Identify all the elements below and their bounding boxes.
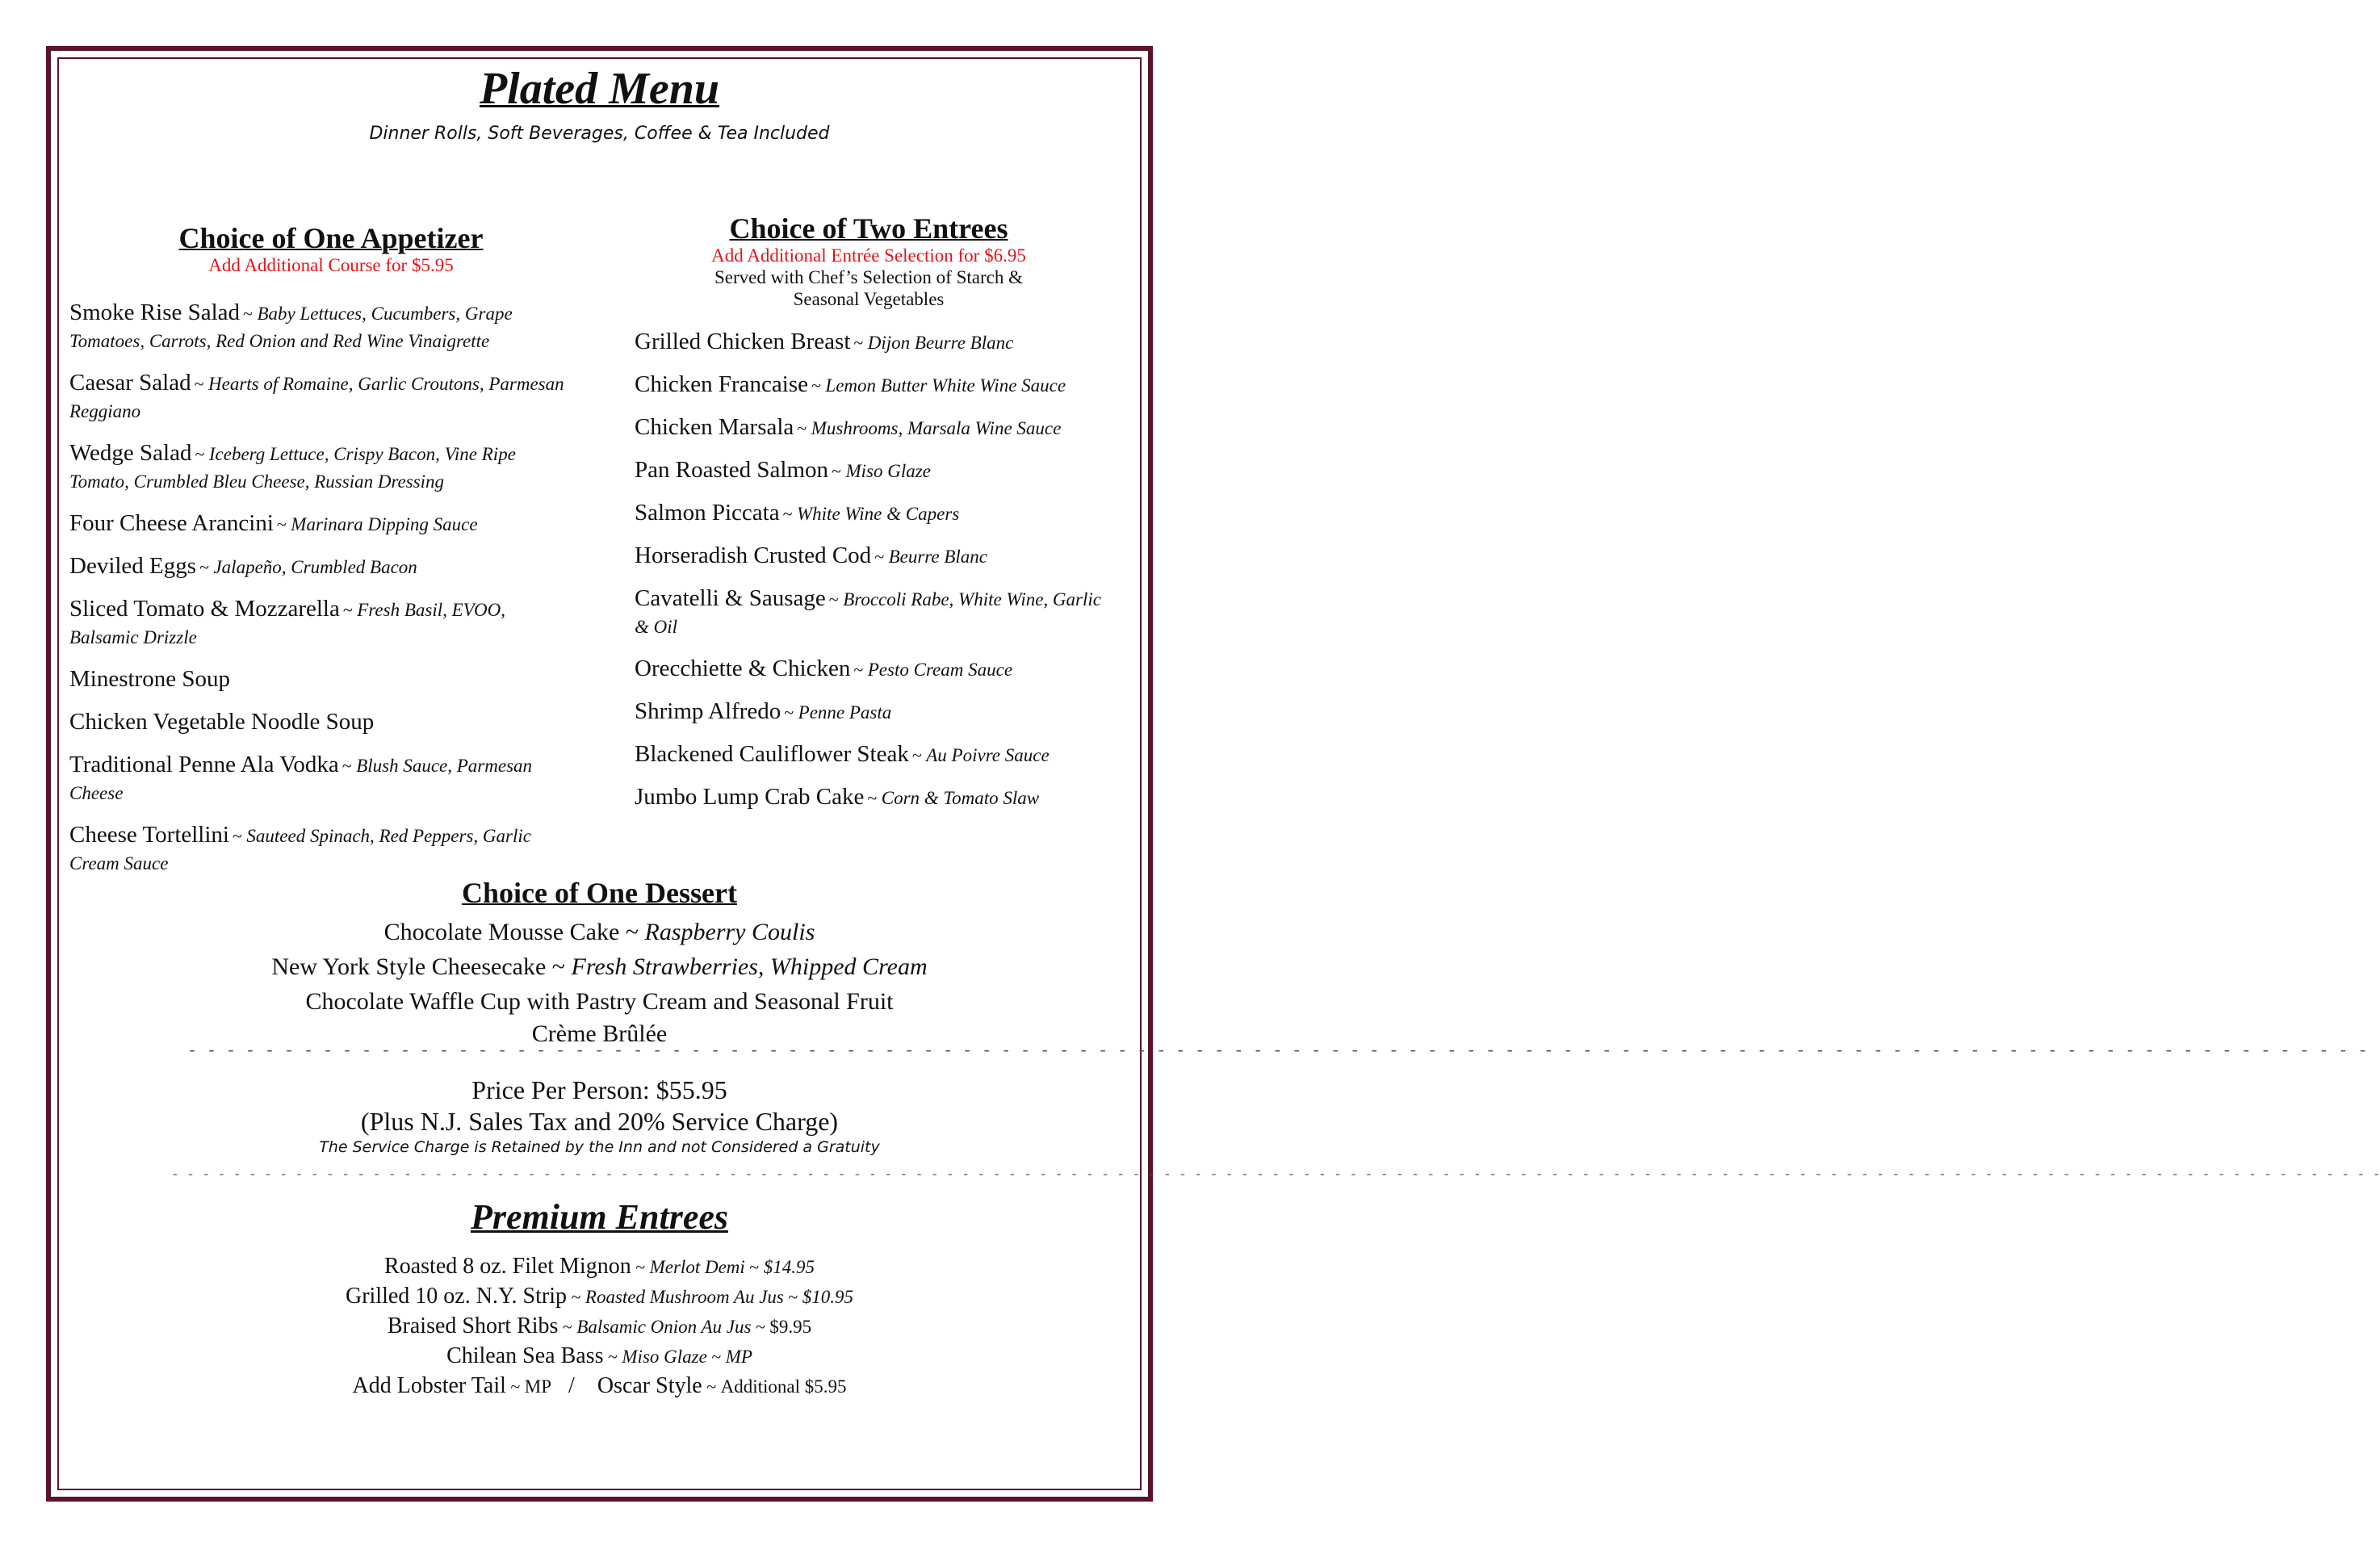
premium-desc: Merlot Demi	[649, 1257, 745, 1277]
premium-desc: Miso Glaze	[622, 1347, 707, 1367]
service-charge-note: The Service Charge is Retained by the Inn and not Considered a Gratuity	[319, 1138, 880, 1156]
list-item: Shrimp Alfredo ~ Penne Pasta	[635, 698, 892, 724]
appetizer-name: Sliced Tomato & Mozzarella	[69, 596, 340, 622]
appetizer-name: Deviled Eggs	[69, 553, 197, 579]
appetizer-name: Traditional Penne Ala Vodka	[69, 752, 339, 777]
appetizer-name: Caesar Salad	[69, 370, 191, 396]
dessert-section	[57, 876, 1142, 1049]
separator: /	[568, 1373, 575, 1398]
entree-name: Shrimp Alfredo	[635, 698, 781, 724]
appetizer-name: Cheese Tortellini	[69, 822, 229, 848]
list-item: Sliced Tomato & Mozzarella ~ Fresh Basil, EVOO, Balsamic Drizzle	[69, 596, 505, 647]
entree-desc: Miso Glaze	[845, 461, 931, 481]
dashed-divider: - - - - - - - - - - - - - - - - - - - - - - - - - - - - - - - - - - - - - - - - - - - - - - - - - - - - - - - - - - - - - - - - - - - - - - - - - - - - - - - - - - - - - - - - - - - - - - - - - - - - - - - - - - - - - - - - - - - - - - - - - - - - - - - - - - - - - - - - - - - - - - -	[171, 1167, 2380, 1182]
premium-desc: Roasted Mushroom Au Jus	[585, 1287, 784, 1307]
entree-desc: Mushrooms, Marsala Wine Sauce	[811, 418, 1062, 438]
dessert-name: Chocolate Mousse Cake	[383, 919, 620, 945]
list-item: Wedge Salad ~ Iceberg Lettuce, Crispy Bacon, Vine Ripe Tomato, Crumbled Bleu Cheese, Russian Dressing	[69, 440, 516, 492]
list-item: Deviled Eggs ~ Jalapeño, Crumbled Bacon	[69, 553, 417, 579]
list-item: New York Style Cheesecake ~ Fresh Strawberries, Whipped Cream	[271, 953, 928, 980]
appetizer-desc: Baby Lettuces, Cucumbers, Grape Tomatoes, Carrots, Red Onion and Red Wine Vinaigrette	[69, 304, 513, 351]
entree-desc: White Wine & Capers	[797, 504, 960, 524]
list-item: Caesar Salad ~ Hearts of Romaine, Garlic Croutons, Parmesan Reggiano	[69, 370, 564, 421]
entree-name: Salmon Piccata	[635, 500, 780, 526]
entree-served-note: Served with Chef’s Selection of Starch & Seasonal Vegetables	[714, 267, 1023, 309]
dessert-name: New York Style Cheesecake	[271, 953, 547, 980]
premium-name: Grilled 10 oz. N.Y. Strip	[345, 1284, 567, 1309]
page-subtitle: Dinner Rolls, Soft Beverages, Coffee & Tea Included	[369, 124, 830, 144]
entree-desc: Au Poivre Sauce	[926, 745, 1050, 765]
list-item: Blackened Cauliflower Steak ~ Au Poivre Sauce	[635, 741, 1050, 767]
premium-section	[57, 1196, 1142, 1401]
premium-name: Chilean Sea Bass	[446, 1343, 604, 1368]
entree-note: Add Additional Entrée Selection for $6.95	[711, 245, 1026, 266]
entree-name: Cavatelli & Sausage	[635, 585, 826, 611]
oscar-name: Oscar Style	[597, 1373, 702, 1398]
list-item: Pan Roasted Salmon ~ Miso Glaze	[635, 457, 931, 483]
list-item: Cheese Tortellini ~ Sauteed Spinach, Red Peppers, Garlic Cream Sauce	[69, 822, 531, 873]
oscar-price: Additional $5.95	[720, 1376, 847, 1397]
list-item: Chicken Marsala ~ Mushrooms, Marsala Wine Sauce	[635, 414, 1062, 440]
entree-name: Chicken Marsala	[635, 414, 794, 440]
premium-price: $14.95	[763, 1257, 815, 1277]
appetizer-heading: Choice of One Appetizer	[178, 222, 484, 254]
entree-desc: Beurre Blanc	[888, 547, 988, 567]
entree-name: Chicken Francaise	[635, 371, 809, 397]
list-item: Chocolate Mousse Cake ~ Raspberry Coulis	[383, 919, 815, 945]
premium-price: MP	[725, 1347, 752, 1367]
entree-desc: Dijon Beurre Blanc	[867, 333, 1014, 353]
entree-desc: Broccoli Rabe, White Wine, Garlic & Oil	[635, 589, 1101, 637]
appetizer-name: Minestrone Soup	[69, 666, 230, 692]
dessert-desc: Raspberry Coulis	[644, 919, 815, 945]
dessert-desc: Fresh Strawberries, Whipped Cream	[571, 953, 928, 980]
appetizer-desc: Sauteed Spinach, Red Peppers, Garlic Cream Sauce	[69, 826, 531, 873]
appetizer-desc: Blush Sauce, Parmesan Cheese	[69, 756, 533, 803]
list-item: Smoke Rise Salad ~ Baby Lettuces, Cucumbers, Grape Tomatoes, Carrots, Red Onion and Red Wine Vinaigrette	[69, 300, 513, 351]
list-item: Jumbo Lump Crab Cake ~ Corn & Tomato Slaw	[635, 784, 1040, 810]
page-title: Plated Menu	[479, 64, 720, 114]
list-item: Braised Short Ribs ~ Balsamic Onion Au Jus ~ $9.95	[387, 1313, 812, 1338]
entree-desc: Penne Pasta	[798, 702, 892, 723]
appetizer-desc: Fresh Basil, EVOO, Balsamic Drizzle	[69, 600, 505, 647]
entree-name: Jumbo Lump Crab Cake	[635, 784, 865, 810]
list-item: Traditional Penne Ala Vodka ~ Blush Sauce, Parmesan Cheese	[69, 752, 533, 803]
appetizer-name: Chicken Vegetable Noodle Soup	[69, 709, 375, 735]
entree-desc: Corn & Tomato Slaw	[881, 788, 1040, 808]
list-item: Grilled Chicken Breast ~ Dijon Beurre Blanc	[635, 329, 1014, 354]
dessert-name: Chocolate Waffle Cup with Pastry Cream and Seasonal Fruit	[305, 988, 894, 1015]
lobster-name: Add Lobster Tail	[352, 1373, 506, 1398]
appetizer-name: Four Cheese Arancini	[69, 510, 274, 536]
appetizer-desc: Hearts of Romaine, Garlic Croutons, Parmesan Reggiano	[69, 374, 564, 421]
entree-name: Pan Roasted Salmon	[635, 457, 829, 483]
entree-name: Blackened Cauliflower Steak	[635, 741, 909, 767]
list-item	[69, 710, 570, 738]
appetizer-note: Add Additional Course for $5.95	[208, 255, 454, 275]
premium-name: Roasted 8 oz. Filet Mignon	[384, 1254, 631, 1279]
tax-note: (Plus N.J. Sales Tax and 20% Service Charge)	[360, 1107, 839, 1136]
dashed-divider: - - - - - - - - - - - - - - - - - - - - - - - - - - - - - - - - - - - - - - - - - - - - - - - - - - - - - - - - - - - - - - - - - - - - - - - - - - - - - - - - - - - - - - - - - - - - - - - - - - - - - - - - - - - - - - - - -	[187, 1042, 2368, 1061]
list-item: Salmon Piccata ~ White Wine & Capers	[635, 500, 960, 526]
premium-name: Braised Short Ribs	[387, 1313, 559, 1338]
premium-price: $10.95	[802, 1287, 854, 1307]
entree-desc: Lemon Butter White Wine Sauce	[825, 375, 1066, 396]
premium-heading: Premium Entrees	[470, 1197, 729, 1237]
entree-name: Orecchiette & Chicken	[635, 656, 851, 681]
dessert-name: Crème Brûlée	[531, 1020, 668, 1047]
pricing-section	[57, 1074, 1142, 1158]
list-item: Roasted 8 oz. Filet Mignon ~ Merlot Demi ~ $14.95	[384, 1254, 815, 1279]
appetizer-section	[69, 222, 570, 893]
list-item: Four Cheese Arancini ~ Marinara Dipping Sauce	[69, 510, 478, 536]
entree-name: Horseradish Crusted Cod	[635, 542, 872, 568]
list-item: Horseradish Crusted Cod ~ Beurre Blanc	[635, 542, 988, 568]
premium-desc: Balsamic Onion Au Jus	[576, 1317, 752, 1337]
appetizer-name: Smoke Rise Salad	[69, 300, 241, 325]
entree-desc: Pesto Cream Sauce	[867, 660, 1013, 680]
appetizer-desc: Iceberg Lettuce, Crispy Bacon, Vine Ripe Tomato, Crumbled Bleu Cheese, Russian Dressing	[69, 444, 516, 492]
list-item: Chilean Sea Bass ~ Miso Glaze ~ MP	[446, 1343, 752, 1368]
lobster-price: MP	[524, 1376, 552, 1397]
list-item	[57, 984, 1142, 1019]
premium-price: $9.95	[769, 1317, 812, 1337]
entree-section	[635, 212, 1119, 827]
entree-heading: Choice of Two Entrees	[729, 212, 1008, 245]
list-item: Add Lobster Tail ~ MP / Oscar Style ~ Additional $5.95	[352, 1373, 847, 1398]
list-item: Cavatelli & Sausage ~ Broccoli Rabe, White Wine, Garlic & Oil	[635, 585, 1101, 637]
list-item: Orecchiette & Chicken ~ Pesto Cream Sauce	[635, 656, 1013, 681]
list-item: Grilled 10 oz. N.Y. Strip ~ Roasted Mushroom Au Jus ~ $10.95	[345, 1284, 854, 1309]
list-item: Chicken Francaise ~ Lemon Butter White Wine Sauce	[635, 371, 1066, 397]
dessert-heading: Choice of One Dessert	[462, 877, 737, 909]
appetizer-desc: Marinara Dipping Sauce	[291, 514, 478, 534]
entree-name: Grilled Chicken Breast	[635, 329, 851, 354]
appetizer-desc: Jalapeño, Crumbled Bacon	[213, 557, 417, 577]
price-per-person: Price Per Person: $55.95	[471, 1075, 727, 1104]
list-item	[69, 667, 570, 695]
appetizer-name: Wedge Salad	[69, 440, 192, 466]
